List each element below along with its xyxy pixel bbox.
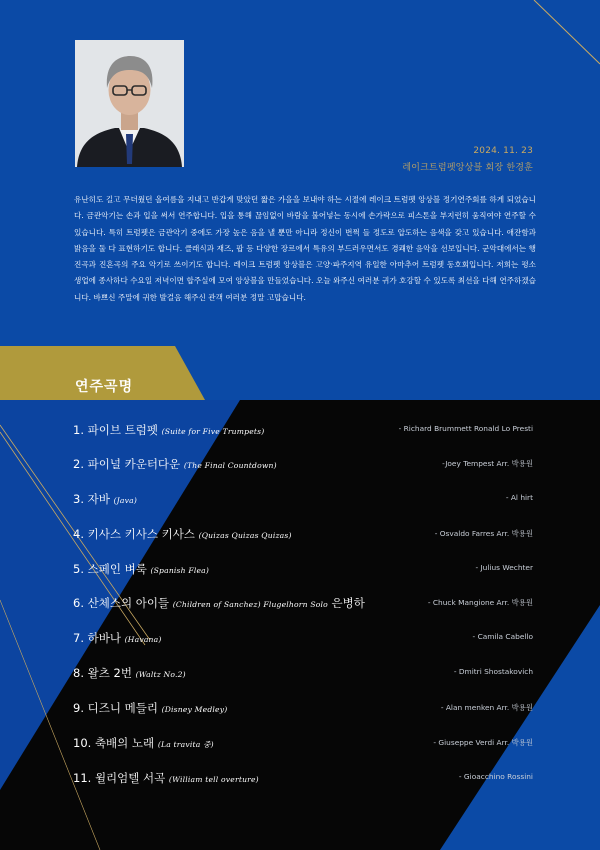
english-title: (The Final Countdown) [183,461,277,470]
program-title: 2. 파이널 카운터다운 (The Final Countdown) [73,457,277,471]
program-composer: - Richard Brummett Ronald Lo Presti [398,424,533,433]
program-title: 8. 왈츠 2번 (Waltz No.2) [73,666,186,680]
english-title: (Suite for Five Trumpets) [161,427,265,436]
program-item [0,526,600,550]
program-title: 3. 자바 (Java) [73,492,138,506]
english-title: (Waltz No.2) [135,670,186,679]
program-item [0,491,600,515]
program-title: 6. 산체스의 아이들 (Children of Sanchez) Flugelhorn Solo 은병하 [73,596,365,610]
program-composer: - Gioacchino Rossini [458,772,533,781]
section-title: 연주곡명 [75,379,134,395]
program-title: 1. 파이브 트럼펫 (Suite for Five Trumpets) [73,423,265,437]
english-title: (Children of Sanchez) Flugelhorn Solo [172,600,328,609]
program-item [0,630,600,654]
program-composer: - Alan menken Arr. 박용원 [440,703,533,712]
program-item [0,665,600,689]
intro-message: 유난히도 길고 무더웠던 올여름을 지내고 반갑게 맞았던 짧은 가을을 보내야 하는 시절에 레이크 트럼펫 앙상블 정기연주회를 하게 되었습니다. 금관악기는 손과 입을 써서 연주합니다. 입을 통해 끊임없이 바람을 불어넣는 동시에 손가락으로 피스톤을 부지런히 움직여야 연주할 수 있습니다. 특히 트럼펫은 금관악기 중에도 가장 높은 음을 낼 뿐만 아니라 정신이 번쩍 들 정도로 압도하는 음색을 갖고 있습니다. 애잔함과 밝음을 둘 다 표현하기도 합니다. 클래식과 재즈, 팝 등 다양한 장르에서 특유의 부드러우면서도 경쾌한 음악을 선보입니다. 군악대에서는 행진곡과 진혼곡의 주요 악기로 쓰이기도 합니다. 레이크 트럼펫 앙상블은 고양·파주지역 유일한 아마추어 트럼펫 동호회입니다. 저희는 평소 생업에 종사하다 수요일 저녁이면 합주실에 모여 앙상블을 만들었습니다. 오늘 와주신 여러분 귀가 호강할 수 있도록 최선을 다해 연주하겠습니다. 바쁘신 주말에 귀한 발걸음 해주신 관객 여러분 정말 고맙습니다. [74,195,536,302]
english-title: (Java) [113,496,138,505]
program-item [0,422,600,446]
person-icon [75,40,184,167]
program-composer: - Osvaldo Farres Arr. 박용원 [434,529,533,538]
english-title: (Spanish Flea) [150,566,210,575]
program-item [0,456,600,480]
program-title: 10. 축배의 노래 (La travita 중) [73,736,214,750]
soloist-name: 은병하 [331,596,365,610]
program-composer: - Camila Cabello [472,632,533,641]
message-date: 2024. 11. 23 [473,146,533,156]
program-item [0,770,600,794]
portrait-photo [75,40,184,167]
english-title: (William tell overture) [168,775,259,784]
program-composer: - Giuseppe Verdi Arr. 박용원 [433,738,533,747]
program-title: 11. 윌리엄텔 서곡 (William tell overture) [73,771,259,785]
program-item [0,700,600,724]
program-composer: -Joey Tempest Arr. 박용원 [442,459,533,468]
english-title: (La travita 중) [157,740,214,749]
program-item [0,561,600,585]
english-title: (Disney Medley) [161,705,228,714]
program-item [0,735,600,759]
program-composer: - Julius Wechter [475,563,533,572]
english-title: (Quizas Quizas Quizas) [198,531,292,540]
message-author: 레이크트럼펫앙상블 회장 한경훈 [402,163,533,173]
program-composer: - Al hirt [505,493,533,502]
program-title: 5. 스페인 벼룩 (Spanish Flea) [73,562,210,576]
program-title: 7. 하바나 (Havana) [73,631,162,645]
program-title: 9. 디즈니 메들리 (Disney Medley) [73,701,228,715]
english-title: (Havana) [124,635,162,644]
program-composer: - Chuck Mangione Arr. 박용원 [427,598,533,607]
program-title: 4. 키사스 키사스 키사스 (Quizas Quizas Quizas) [73,527,292,541]
program-item [0,595,600,619]
program-composer: - Dmitri Shostakovich [453,667,533,676]
